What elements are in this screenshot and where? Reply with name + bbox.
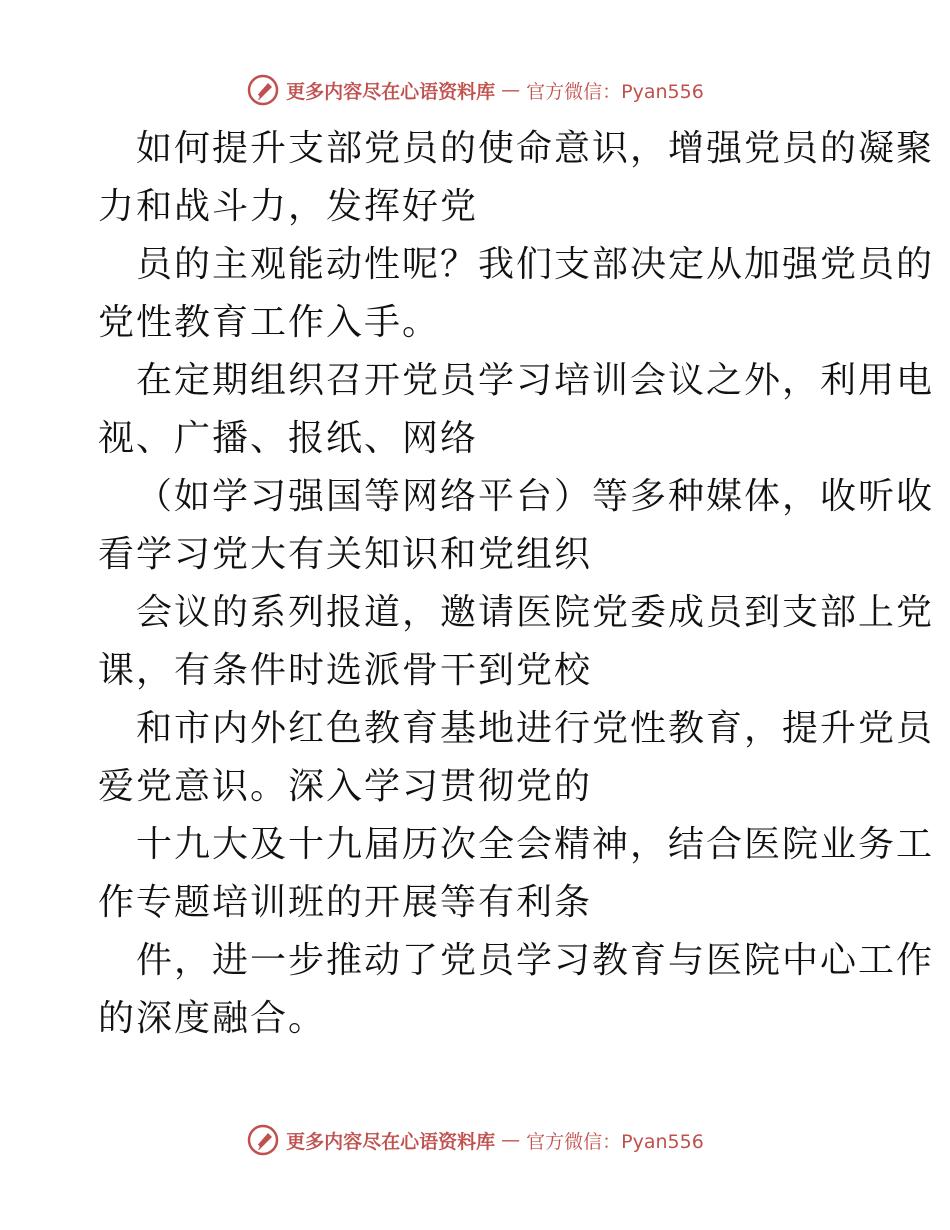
paragraph-2 [98,236,935,352]
paragraph-4 [98,468,935,584]
paragraph-line: 视、广播、报纸、网络 [98,418,479,459]
paragraph-line: 在定期组织召开党员学习培训会议之外，利用电 [136,360,935,401]
paragraph-3 [98,352,935,468]
document-body [98,120,935,1048]
paragraph-line: 员的主观能动性呢？我们支部决定从加强党员的 [136,244,935,285]
footer-separator: — [501,1129,521,1151]
paragraph-line: 会议的系列报道，邀请医院党委成员到支部上党 [136,592,935,633]
header-separator: — [501,79,521,101]
paragraph-line: （如学习强国等网络平台）等多种媒体，收听收 [136,476,935,517]
paragraph-line: 课，有条件时选派骨干到党校 [98,650,593,691]
paragraph-line: 看学习党大有关知识和党组织 [98,534,593,575]
paragraph-7 [98,816,935,932]
header-brand-text: 更多内容尽在心语资料库 [286,80,496,103]
paragraph-line: 十九大及十九届历次全会精神，结合医院业务工 [136,824,935,865]
footer-contact-text: 官方微信：Pyan556 [526,1130,704,1153]
paragraph-6 [98,700,935,816]
paragraph-line: 的深度融合。 [98,998,327,1039]
paragraph-1 [98,120,935,236]
paragraph-line: 作专题培训班的开展等有利条 [98,882,593,923]
paragraph-5 [98,584,935,700]
paragraph-line: 和市内外红色教育基地进行党性教育，提升党员 [136,708,935,749]
paragraph-line: 力和战斗力，发挥好党 [98,186,479,227]
pen-nib-logo-icon [246,73,280,107]
footer-banner [0,1120,950,1160]
paragraph-line: 党性教育工作入手。 [98,302,441,343]
header-banner [0,70,950,110]
paragraph-line: 如何提升支部党员的使命意识，增强党员的凝聚 [136,128,935,169]
paragraph-8 [98,932,935,1048]
paragraph-line: 爱党意识。深入学习贯彻党的 [98,766,593,807]
pen-nib-logo-icon [246,1123,280,1157]
footer-brand-text: 更多内容尽在心语资料库 [286,1130,496,1153]
paragraph-line: 件，进一步推动了党员学习教育与医院中心工作 [136,940,935,981]
header-contact-text: 官方微信：Pyan556 [526,80,704,103]
